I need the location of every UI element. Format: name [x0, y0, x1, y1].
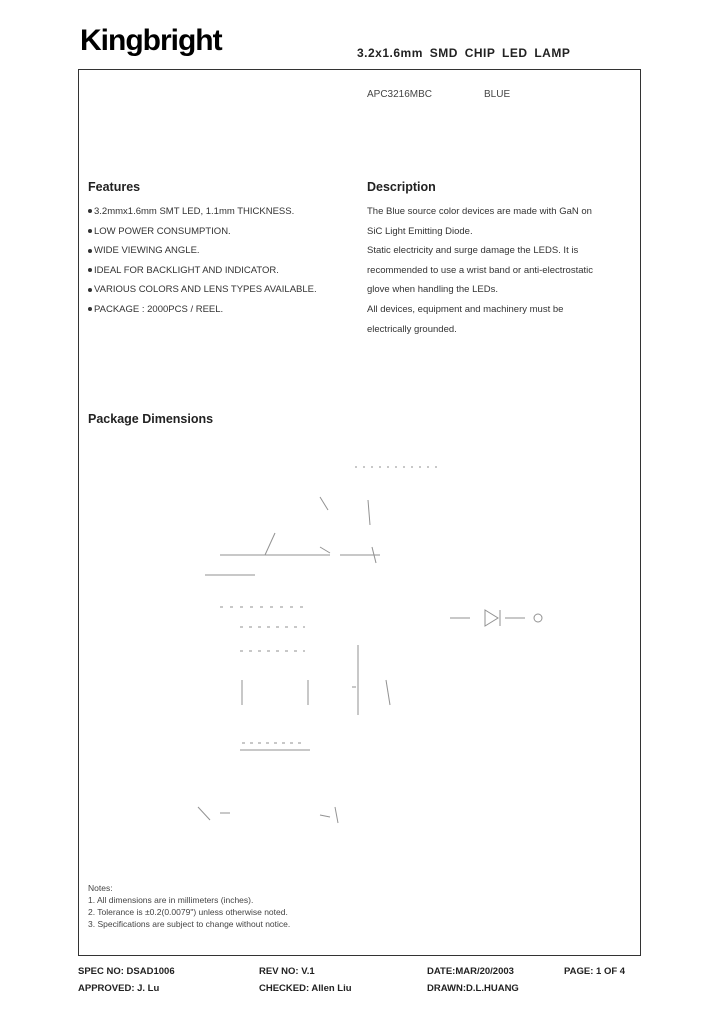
top-view: [220, 607, 390, 750]
description-line: All devices, equipment and machinery must be: [367, 303, 564, 315]
description-line: SiC Light Emitting Diode.: [367, 225, 473, 237]
bullet-icon: [88, 307, 92, 311]
package-dimensions-heading: Package Dimensions: [88, 412, 214, 426]
note-item: 2. Tolerance is ±0.2(0.0079") unless otherwise noted.: [88, 907, 288, 917]
polarity-symbol: [450, 610, 542, 626]
description-heading: Description: [367, 180, 436, 194]
description-line: Static electricity and surge damage the LEDS. It is: [367, 245, 579, 257]
bullet-icon: [88, 249, 92, 253]
feature-item: PACKAGE : 2000PCS / REEL.: [88, 300, 358, 320]
revision-number: REV NO: V.1: [259, 966, 315, 977]
spec-number: SPEC NO: DSAD1006: [78, 966, 175, 977]
package-dimensions-drawing: [180, 455, 580, 835]
checked-by: CHECKED: Allen Liu: [259, 983, 352, 994]
footprint-view: [198, 807, 338, 823]
issue-date: DATE:MAR/20/2003: [427, 966, 514, 977]
description-body: [367, 202, 629, 339]
feature-item: LOW POWER CONSUMPTION.: [88, 222, 358, 242]
description-line: The Blue source color devices are made with GaN on: [367, 206, 592, 217]
feature-item: IDEAL FOR BACKLIGHT AND INDICATOR.: [88, 261, 358, 281]
bullet-icon: [88, 209, 92, 213]
bullet-icon: [88, 229, 92, 233]
feature-item: WIDE VIEWING ANGLE.: [88, 241, 358, 261]
description-line: electrically grounded.: [367, 323, 457, 335]
feature-item: VARIOUS COLORS AND LENS TYPES AVAILABLE.: [88, 280, 358, 300]
note-item: 1. All dimensions are in millimeters (inches).: [88, 895, 254, 905]
side-view: [205, 467, 440, 575]
description-line: recommended to use a wrist band or anti-electrostatic: [367, 264, 593, 276]
note-item: 3. Specifications are subject to change without notice.: [88, 919, 291, 929]
features-list: [88, 202, 358, 320]
notes-heading: Notes:: [88, 883, 113, 893]
notes-block: [88, 882, 290, 930]
document-title: 3.2x1.6mm SMD CHIP LED LAMP: [357, 46, 571, 60]
page-number: PAGE: 1 OF 4: [564, 966, 626, 977]
kingbright-logo: Kingbright: [80, 24, 222, 57]
drawn-by: DRAWN:D.L.HUANG: [427, 983, 519, 994]
feature-item: 3.2mmx1.6mm SMT LED, 1.1mm THICKNESS.: [88, 202, 358, 222]
bullet-icon: [88, 288, 92, 292]
approved-by: APPROVED: J. Lu: [78, 983, 160, 994]
bullet-icon: [88, 268, 92, 272]
part-color: BLUE: [484, 89, 511, 100]
part-number: APC3216MBC: [367, 89, 433, 100]
description-line: glove when handling the LEDs.: [367, 284, 498, 296]
features-heading: Features: [88, 180, 141, 194]
